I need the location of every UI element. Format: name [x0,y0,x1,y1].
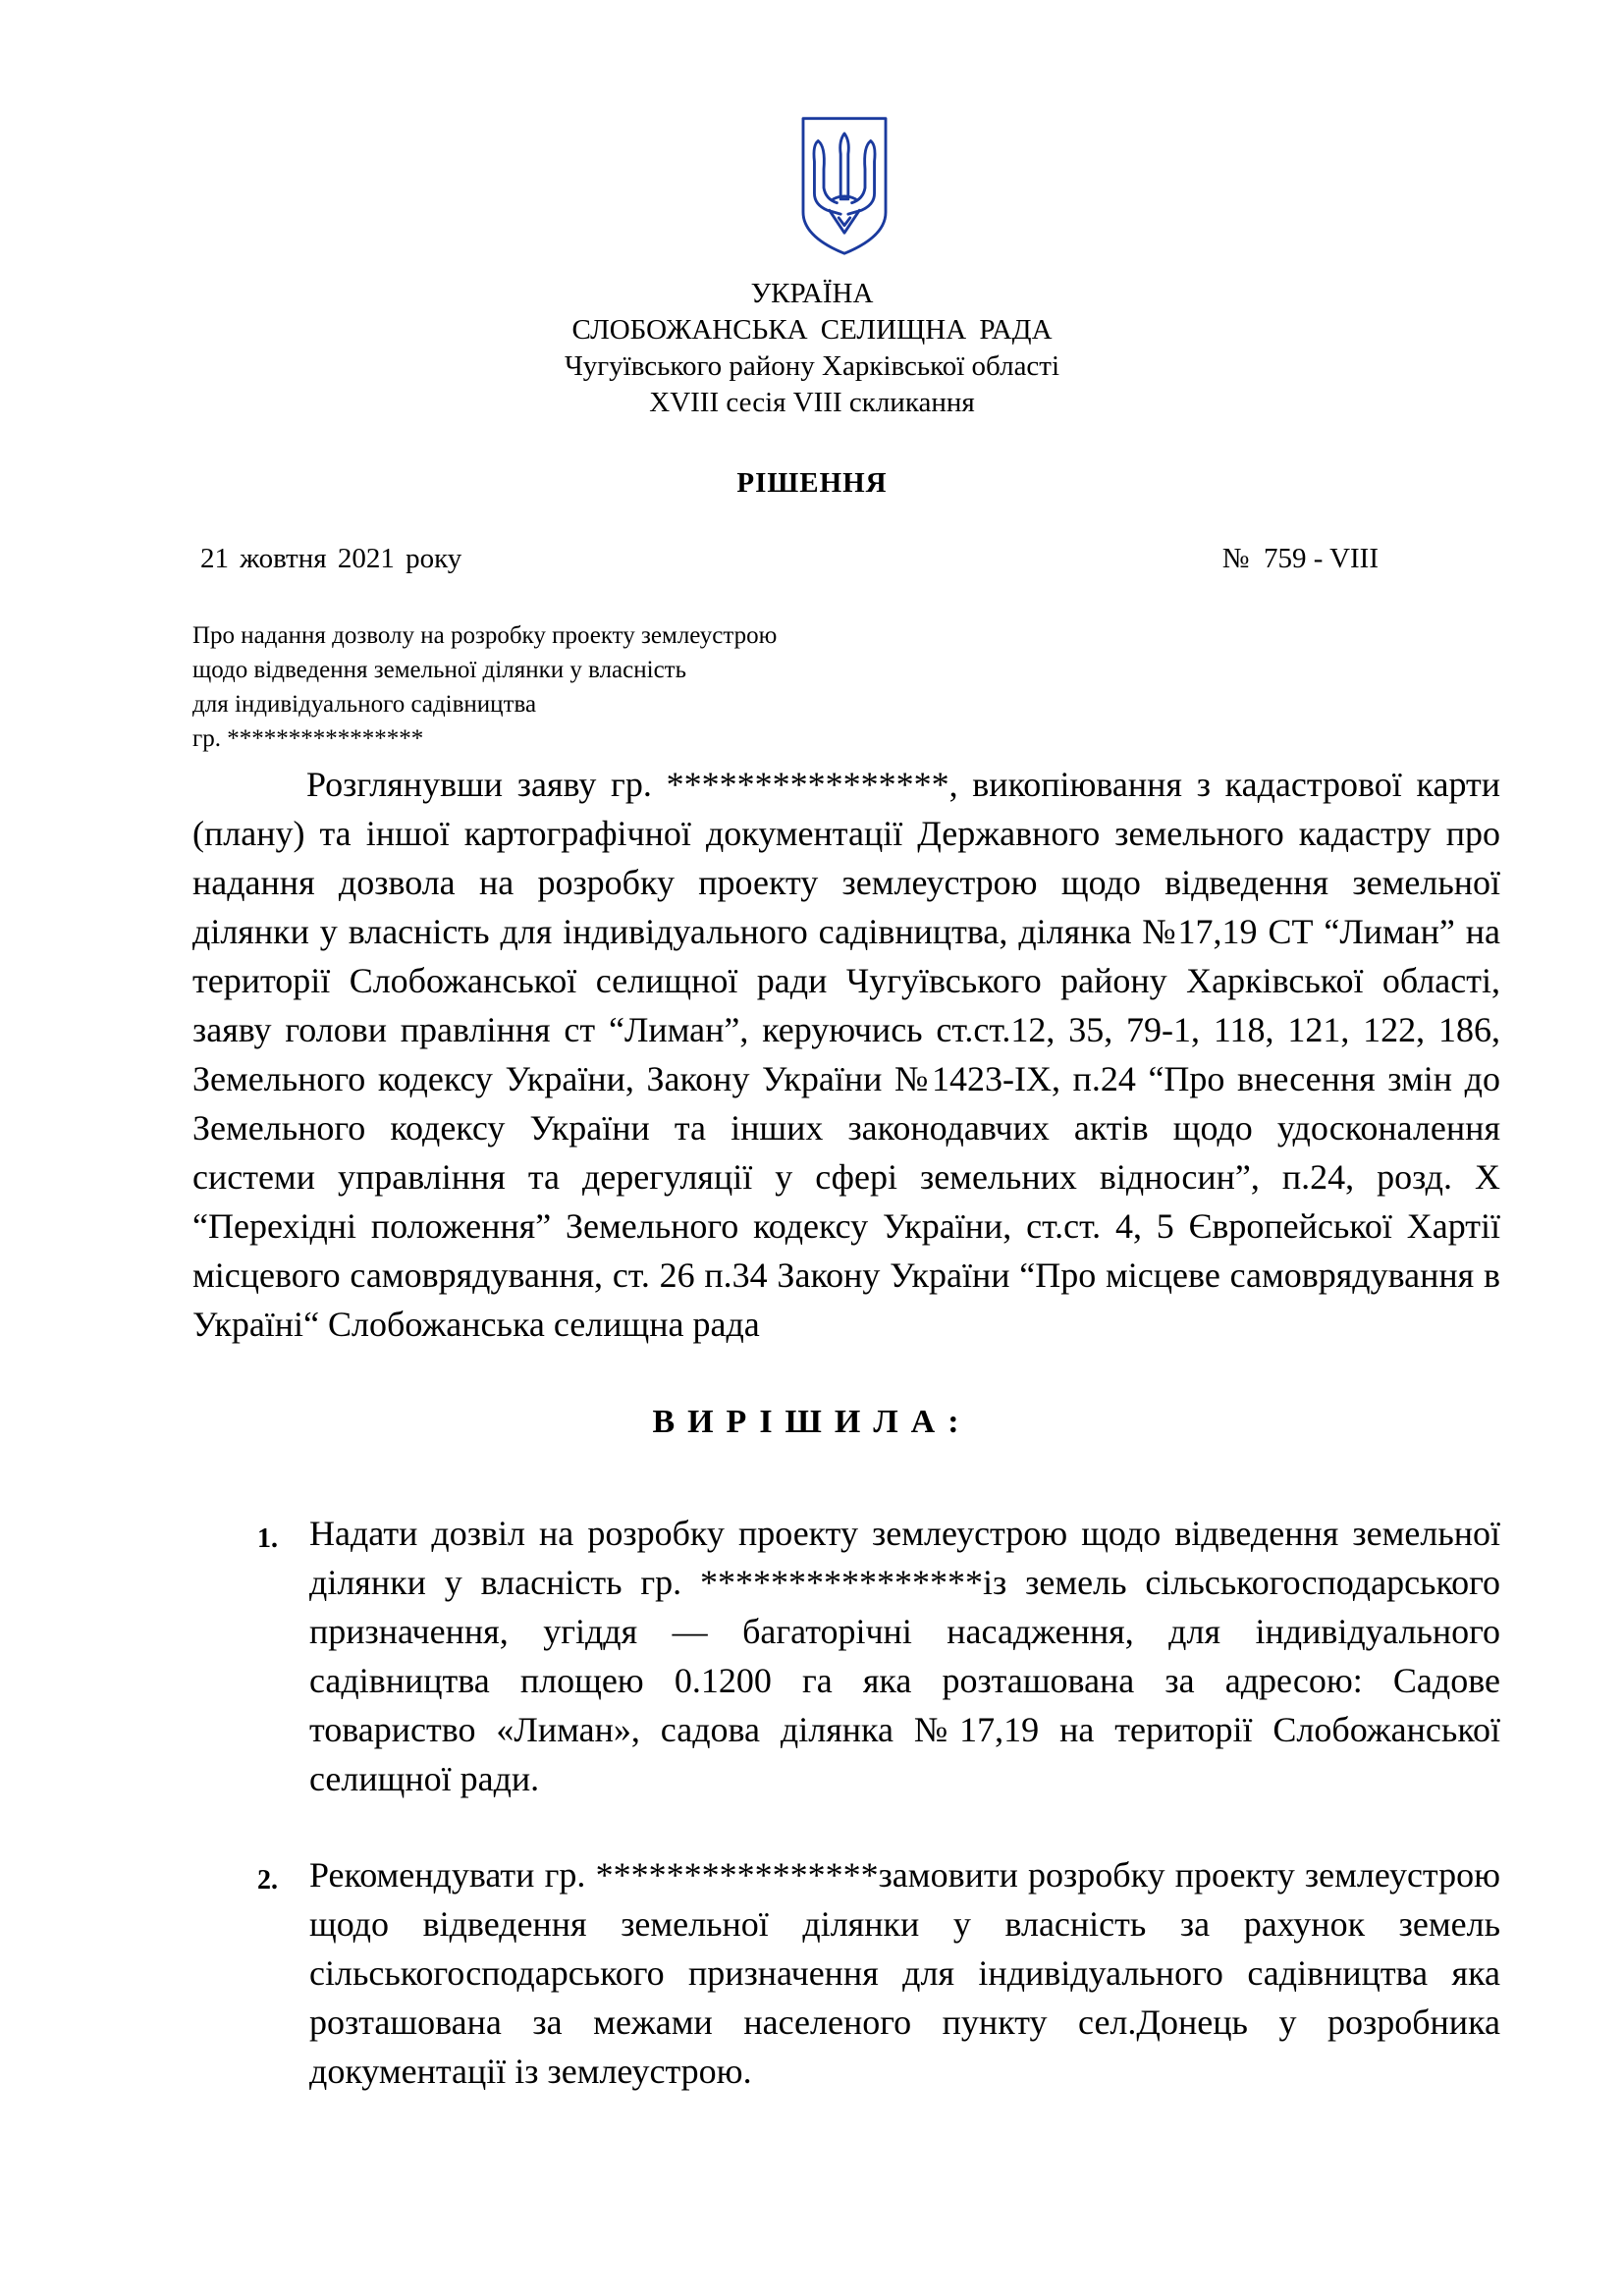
subject-line: щодо відведення земельної ділянки у власність [192,657,686,683]
preamble-paragraph: Розглянувши заяву гр. ****************, викопіювання з кадастрової карти (плану) та іншої картографічної документації Державного земельного кадастру про надання дозвола на розробку проекту землеустрою щодо відведення земельної ділянки у власність для індивідуального садівництва, ділянка №17,19 СТ “Лиман” на території Слобожанської селищної ради Чугуївського району Харківської області, заяву голови правління ст “Лиман”, керуючись ст.ст.12, 35, 79-1, 118, 121, 122, 186, Земельного кодексу України, Закону України №1423-IX, п.24 “Про внесення змін до Земельного кодексу України та інших законодавчих актів щодо удосконалення системи управління та дерегуляції у сфері земельних відносин”, п.24, розд. X “Перехідні положення” Земельного кодексу України, ст.ст. 4, 5 Європейської Хартії місцевого самоврядування, ст. 26 п.34 Закону України “Про місцеве самоврядування в Україні“ Слобожанська селищна рада [192,765,1500,1344]
decision-title: РІШЕННЯ [736,467,888,499]
session-info: XVIII сесія VIII скликання [649,387,975,418]
council-name: СЛОБОЖАНСЬКА СЕЛИЩНА РАДА [571,314,1053,346]
item-number: 1. [257,1523,278,1554]
decision-number: № 759 - VIII [1221,543,1379,574]
subject-line: гр. **************** [192,725,424,752]
resolution-item [257,1850,1500,2096]
resolved-heading: ВИРІШИЛА: [652,1404,972,1440]
subject-line: для індивідуального садівництва [192,691,537,718]
resolution-item [257,1509,1500,1803]
country-name: УКРАЇНА [750,278,874,309]
document-header [0,276,1624,421]
item-number: 2. [257,1865,278,1896]
decision-subject [192,618,777,756]
coat-of-arms-icon [797,113,892,258]
district-name: Чугуївського району Харківської області [564,350,1060,382]
decision-date: 21 жовтня 2021 року [200,543,462,574]
item-text: Надати дозвіл на розробку проекту землеустрою щодо відведення земельної ділянки у власність гр. ****************із земель сільськогосподарського призначення, угіддя — багаторічні насадження, для індивідуального садівництва площею 0.1200 га яка розташована за адресою: Садове товариство «Лиман», садова ділянка №17,19 на території Слобожанської селищної ради. [309,1514,1500,1798]
item-text: Рекомендувати гр. ****************замовити розробку проекту землеустрою щодо відведення земельної ділянки у власність за рахунок земель сільськогосподарського призначення для індивідуального садівництва яка розташована за межами населеного пункту сел.Донець у розробника документації із землеустрою. [309,1855,1500,2091]
subject-line: Про надання дозволу на розробку проекту землеустрою [192,622,778,649]
